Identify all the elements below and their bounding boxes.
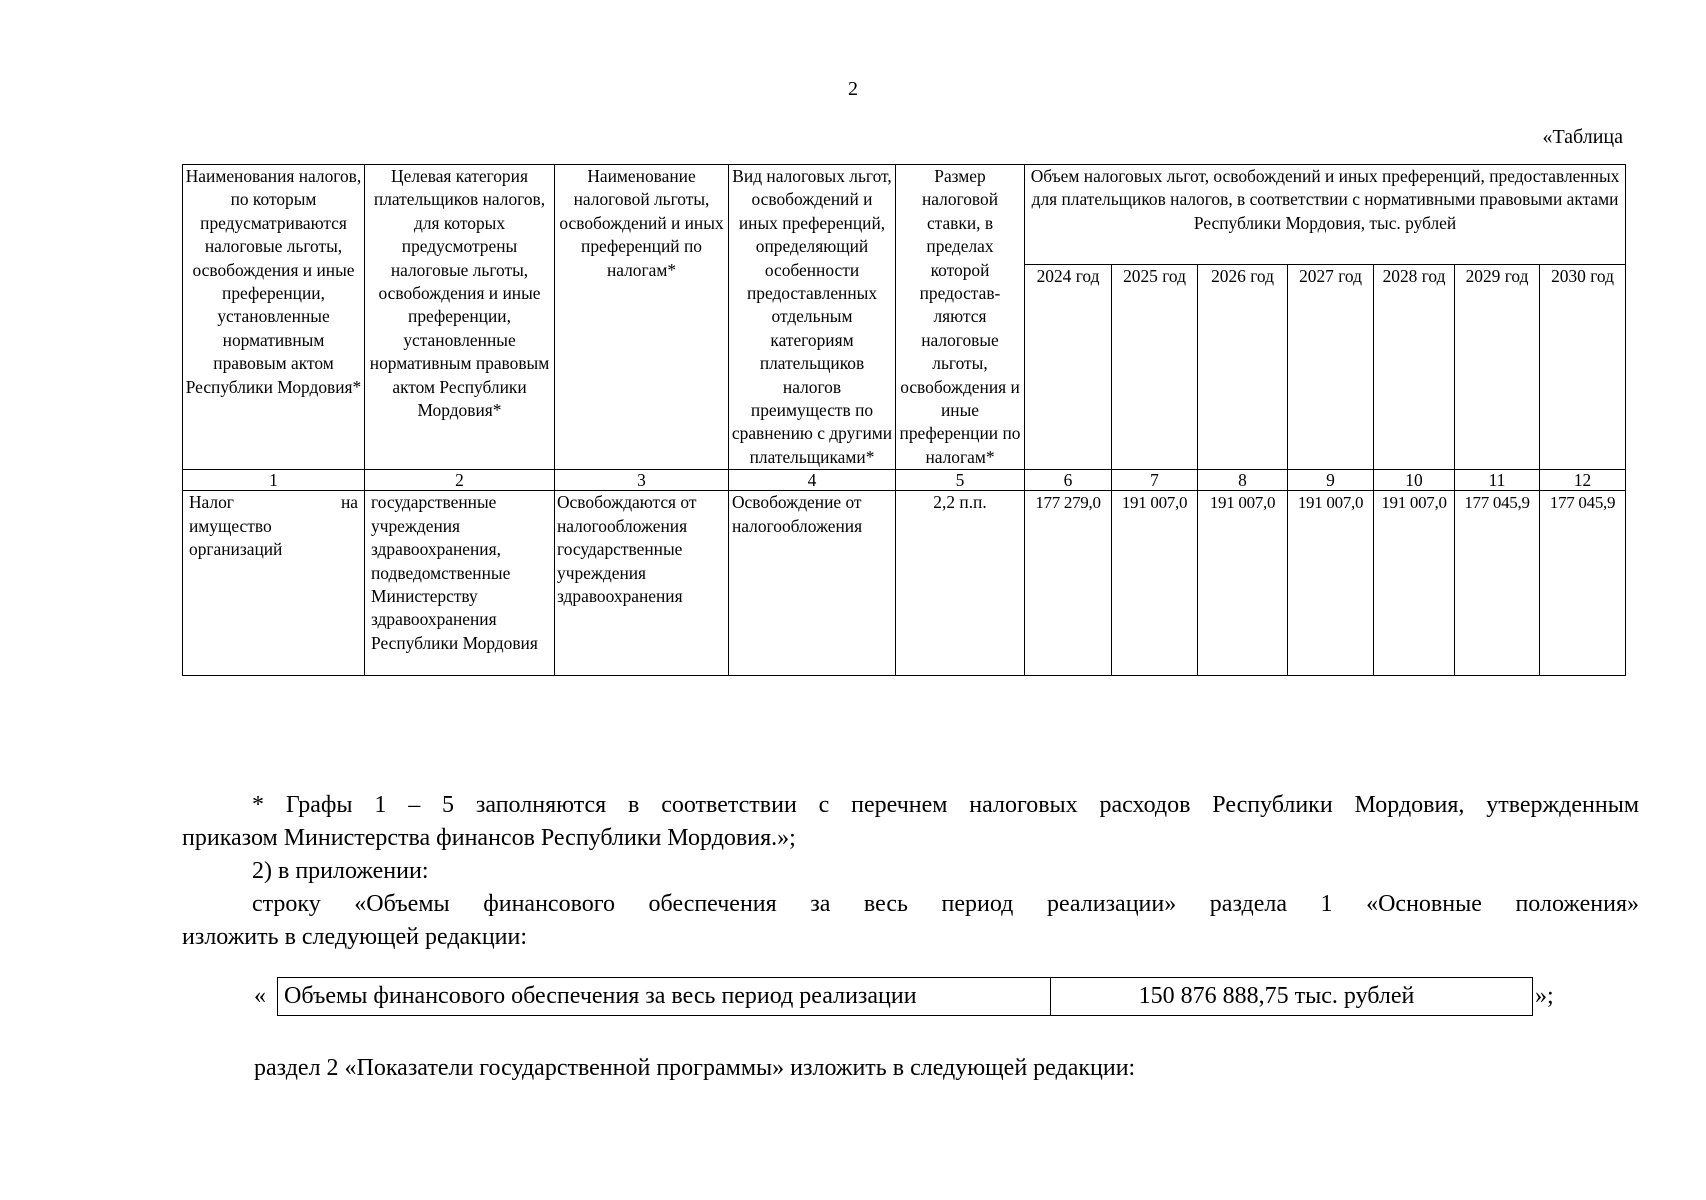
volume-value-cell: 177 279,0: [1025, 491, 1112, 676]
header-benefit-volume: Объем налоговых льгот, освобождений и иных преференций, предоставленных для плательщиков налогов, в соответствии с нормативными правовыми актами Республики Мордовия, тыс. рублей: [1025, 165, 1626, 265]
header-year: 2027 год: [1288, 265, 1374, 470]
header-year: 2026 год: [1198, 265, 1288, 470]
column-number: 1: [183, 470, 365, 491]
volume-value-cell: 191 007,0: [1288, 491, 1374, 676]
column-number: 4: [729, 470, 896, 491]
instruction-line-1: строку «Объемы финансового обеспечения за весь период реализации» раздела 1 «Основные положения»: [252, 891, 1639, 917]
funding-table: [277, 977, 1533, 1016]
volume-value-cell: 191 007,0: [1112, 491, 1198, 676]
header-benefit-type: Вид налоговых льгот, освобождений и иных преференций, определяющий особенности предоставленных отдельным категориям плательщиков налогов преимуществ по сравнению с другими плательщиками*: [729, 165, 896, 470]
table-row: [183, 491, 1626, 676]
column-number: 7: [1112, 470, 1198, 491]
column-number: 10: [1374, 470, 1455, 491]
section-2-instruction: раздел 2 «Показатели государственной программы» изложить в следующей редакции:: [254, 1055, 1136, 1081]
tax-benefits-table: [182, 164, 1626, 676]
header-target-category: Целевая категория плательщиков налогов, для которых предусмотрены налоговые льготы, освобождения и иные преференции, установленные нормативным правовым актом Республики Мордовия*: [365, 165, 555, 470]
header-tax-rate: Размер налоговой ставки, в пределах которой предостав-ляются налоговые льготы, освобождения и иные преференции по налогам*: [896, 165, 1025, 470]
column-number: 11: [1455, 470, 1540, 491]
header-tax-names: Наименования налогов, по которым предусматриваются налоговые льготы, освобождения и иные преференции, установленные нормативным правовым актом Республики Мордовия*: [183, 165, 365, 470]
column-number: 12: [1540, 470, 1626, 491]
instruction-line-2: изложить в следующей редакции:: [182, 924, 528, 950]
funding-label: Объемы финансового обеспечения за весь период реализации: [278, 978, 1051, 1015]
column-number: 8: [1198, 470, 1288, 491]
funding-value: 150 876 888,75 тыс. рублей: [1138, 983, 1415, 1009]
benefit-type-cell: Освобождение от налогообложения: [729, 491, 896, 676]
footnote-line-1: * Графы 1 – 5 заполняются в соответствии с перечнем налоговых расходов Республики Мордовия, утвержденным: [252, 792, 1639, 818]
header-year: 2030 год: [1540, 265, 1626, 470]
column-number: 5: [896, 470, 1025, 491]
column-number: 9: [1288, 470, 1374, 491]
header-benefit-name: Наименование налоговой льготы, освобождений и иных преференций по налогам*: [555, 165, 729, 470]
footnote-line-2: приказом Министерства финансов Республики Мордовия.»;: [182, 825, 796, 851]
benefit-name-cell: Освобождаются от налогообложения государственные учреждения здравоохранения: [555, 491, 729, 676]
funding-close-quote: »;: [1535, 983, 1554, 1009]
target-category-cell: государственные учреждения здравоохранения, подведомственные Министерству здравоохранения Республики Мордовия: [365, 491, 555, 676]
header-year: 2028 год: [1374, 265, 1455, 470]
volume-value-cell: 177 045,9: [1455, 491, 1540, 676]
item-2-heading: 2) в приложении:: [252, 858, 429, 884]
header-year: 2029 год: [1455, 265, 1540, 470]
funding-open-quote: «: [254, 983, 266, 1009]
column-number: 3: [555, 470, 729, 491]
tax-name-word: Налог: [189, 492, 234, 513]
column-number: 6: [1025, 470, 1112, 491]
tax-name-word: на: [340, 492, 358, 513]
tax-name-cell: [183, 491, 365, 676]
column-number: 2: [365, 470, 555, 491]
tax-rate-cell: 2,2 п.п.: [896, 491, 1025, 676]
page-number: 2: [848, 78, 858, 100]
table-caption: «Таблица: [1542, 126, 1623, 148]
volume-value-cell: 191 007,0: [1374, 491, 1455, 676]
header-year: 2025 год: [1112, 265, 1198, 470]
volume-value-cell: 177 045,9: [1540, 491, 1626, 676]
header-year: 2024 год: [1025, 265, 1112, 470]
volume-value-cell: 191 007,0: [1198, 491, 1288, 676]
tax-name-rest: имущество организаций: [189, 515, 283, 560]
